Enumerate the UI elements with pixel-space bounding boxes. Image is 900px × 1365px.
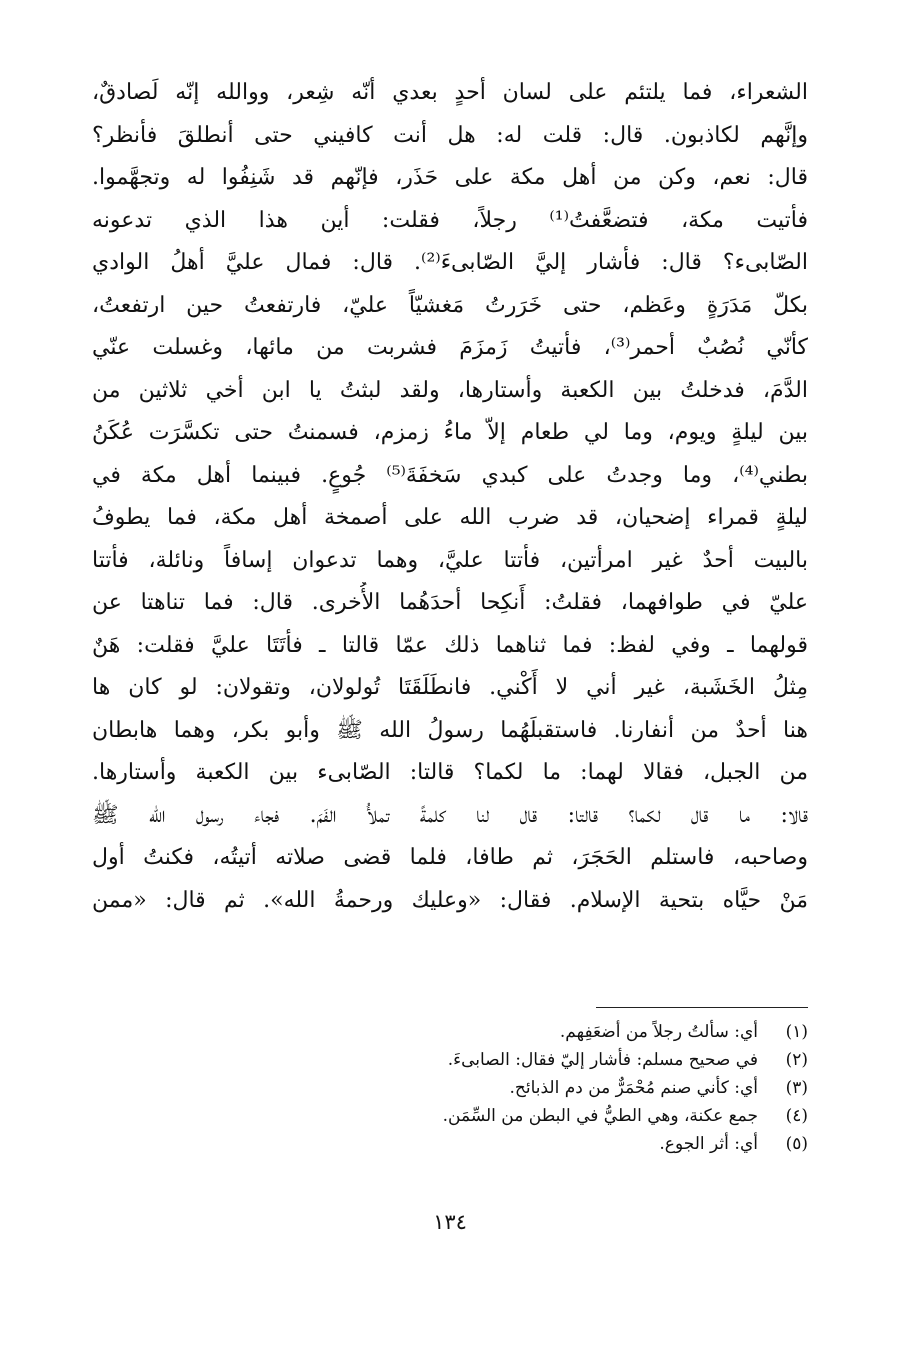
- text-line: مَنْ حيَّاه بتحية الإسلام. فقال: «وعليك ورحمةُ الله». ثم قال: «ممن: [92, 887, 808, 913]
- page-number: ١٣٤: [433, 1210, 467, 1234]
- text-line: عليّ في طوافهما، فقلتُ: أَنكِحا أحدَهُما الأُخرى. قال: فما تناهتا عن: [92, 590, 808, 615]
- footnote-number: (٢): [785, 1050, 808, 1070]
- footnote-text: أي: سألتُ رجلاً من أضعَفِهم.: [559, 1022, 758, 1042]
- footnote-number: (٤): [785, 1106, 808, 1126]
- text-line: بالبيت أحدٌ غير امرأتين، فأتتا عليَّ، وهما تدعوان إسافاً ونائلة، فأتتا: [92, 547, 808, 573]
- text-line: قالا: ما قال لكما؟ قالتا: قال لنا كلمةً تملأُ الفَمَ. فجاء رسول الله ﷺ: [92, 802, 808, 828]
- footnote-separator: [596, 1007, 808, 1008]
- footnote-number: (٥): [785, 1134, 808, 1154]
- text-line: من الجبل، فقالا لهما: ما لكما؟ قالتا: الصّابىء بين الكعبة وأستارها.: [92, 760, 808, 785]
- text-line: فأتيت مكة، فتضعَّفتُ⁽¹⁾ رجلاً، فقلت: أين هذا الذي تدعونه: [92, 207, 808, 233]
- footnote-text: أي: أثر الجوع.: [659, 1134, 758, 1154]
- text-line: كأنّي نُصُبٌ أحمر⁽³⁾، فأتيتُ زَمزَمَ فشربت من مائها، وغسلت عنّي: [92, 335, 808, 360]
- text-line: قال: نعم، وكن من أهل مكة على حَذَر، فإنّهم قد شَنِفُوا له وتجهَّموا.: [92, 165, 808, 190]
- footnotes: [92, 1018, 808, 1158]
- footnote-item: [92, 1102, 808, 1130]
- text-line: الشعراء، فما يلتئم على لسان أحدٍ بعدي أنّه شِعر، ووالله إنّه لَصادقٌ،: [92, 80, 808, 105]
- text-line: بين ليلةٍ ويوم، وما لي طعام إلاّ ماءُ زمزم، فسمنتُ حتى تكسَّرَت عُكَنُ: [92, 420, 808, 445]
- text-line: وصاحبه، فاستلم الحَجَرَ، ثم طافا، فلما قضى صلاته أتيتُه، فكنتُ أول: [92, 845, 808, 870]
- text-line: بطني⁽⁴⁾، وما وجدتُ على كبدي سَخفَةَ⁽⁵⁾ جُوعٍ. فبينما أهل مكة في: [92, 462, 808, 488]
- footnote-text: جمع عكنة، وهي الطيُّ في البطن من السِّمَن.: [442, 1106, 758, 1126]
- main-text-block: [92, 72, 808, 922]
- text-line: ليلةٍ قمراء إضحيان، قد ضرب الله على أصمخة أهل مكة، فما يطوفُ: [92, 505, 808, 530]
- footnote-text: أي: كأني صنم مُحْمَرٌّ من دم الذبائح.: [509, 1078, 758, 1098]
- text-line: هنا أحدٌ من أنفارنا. فاستقبلَهُما رسولُ الله ﷺ وأبو بكر، وهما هابطان: [92, 717, 808, 743]
- footnote-item: [92, 1046, 808, 1074]
- footnote-number: (١): [785, 1022, 808, 1042]
- footnote-text: في صحيح مسلم: فأشار إليّ فقال: الصابىءَ.: [447, 1050, 758, 1070]
- footnote-item: [92, 1018, 808, 1046]
- text-line: الدَّمَ، فدخلتُ بين الكعبة وأستارها، ولقد لبثتُ يا ابن أخي ثلاثين من: [92, 377, 808, 403]
- text-line: الصّابىء؟ قال: فأشار إليَّ الصّابىءَ⁽²⁾. قال: فمال عليَّ أهلُ الوادي: [92, 250, 808, 275]
- text-line: مِثلُ الخَشَبة، غير أني لا أَكْني. فانطَلَقَتَا تُولولان، وتقولان: لو كان ها: [92, 675, 808, 700]
- text-line: قولهما ـ وفي لفظ: فما ثناهما ذلك عمّا قالتا ـ فأتَتَا عليَّ فقلت: هَنٌ: [92, 632, 808, 658]
- text-line: وإنَّهم لكاذبون. قال: قلت له: هل أنت كافيني حتى أنطلقَ فأنظر؟: [92, 122, 808, 148]
- text-line: بكلّ مَدَرَةٍ وعَظم، حتى خَرَرتُ مَغشيّاً عليّ، فارتفعتُ حين ارتفعتُ،: [92, 292, 808, 318]
- footnote-number: (٣): [785, 1078, 808, 1098]
- footnote-item: [92, 1130, 808, 1158]
- footnote-item: [92, 1074, 808, 1102]
